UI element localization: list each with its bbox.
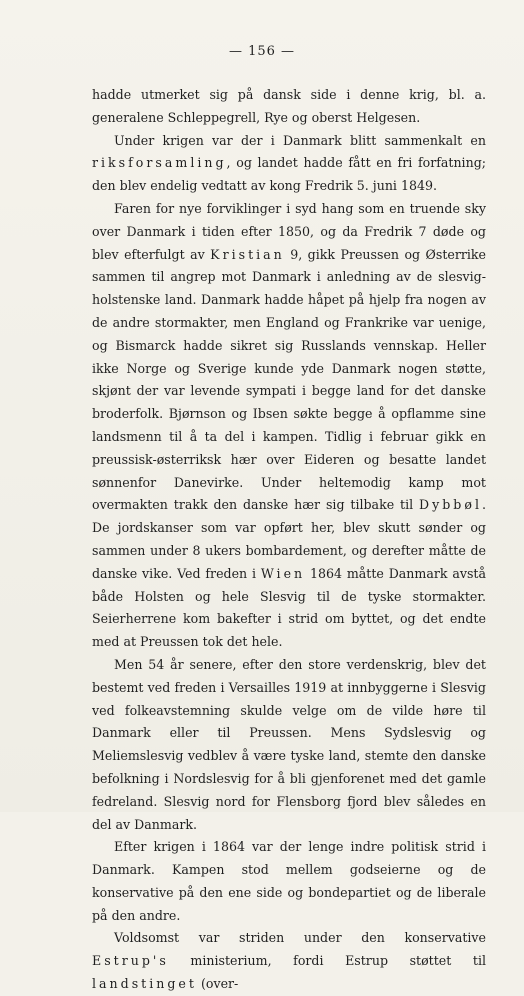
spaced-term-riksforsamling: riksforsamling	[92, 155, 227, 171]
paragraph-6-text-b: ministerium, fordi Estrup støttet til	[168, 953, 486, 969]
paragraph-4-text: Men 54 år senere, efter den store verdenskrig, blev det bestemt ved freden i Versailles 1919 at innbyggerne i Slesvig ved folkeavstemning skulde velge om de vilde høre til Danmark eller til Preussen. Mens Sydslesvig og Meliemslesvig vedblev å være tyske land, stemte den danske befolkning i Nordslesvig for å bli gjenforenet med det gamle fedreland. Slesvig nord for Flensborg fjord blev således en del av Danmark.	[92, 656, 486, 832]
spaced-term-wien: Wien	[260, 565, 306, 581]
paragraph-2-text-a: Under krigen var der i Danmark blitt sammenkalt en	[114, 132, 486, 148]
paragraph-3-text-b: 9, gikk Preussen og Østerrike sammen til angrep mot Danmark i anledning av de slesvig-holstenske land. Danmark hadde håpet på hjelp fra nogen av de andre stormakter, men England og Frankrike var uenige, og Bismarck hadde sikret sig Russlands vennskap. Heller ikke Norge og Sverige kunde yde Danmark nogen støtte, skjønt der var levende sympati i begge land for det danske broderfolk. Bjørnson og Ibsen søkte begge å opflamme sine landsmenn til å ta del i kampen. Tidlig i februar gikk en preussisk-østerriksk hær over Eideren og besatte landet sønnenfor Danevirke. Under heltemodig kamp mot overmakten trakk den danske hær sig tilbake til	[92, 246, 486, 513]
paragraph-6	[92, 927, 486, 995]
paragraph-3-text-a: Faren for nye forviklinger i syd hang som en truende sky over Danmark i tiden efter 1850, og da Fredrik 7 døde og blev efterfulgt av	[92, 200, 486, 262]
paragraph-3-text-c: . De jordskanser som var opført her, blev skutt sønder og sammen under 8 ukers bombardement, og derefter måtte de danske vike. Ved freden i	[92, 497, 486, 581]
paragraph-1-text: hadde utmerket sig på dansk side i denne krig, bl. a. generalene Schleppegrell, Rye og oberst Helgesen.	[92, 87, 486, 125]
spaced-term-kristian: Kristian	[210, 246, 285, 262]
body-text	[92, 84, 486, 996]
paragraph-4	[92, 654, 486, 836]
spaced-term-landstinget: landstinget	[92, 976, 197, 992]
paragraph-5-text: Efter krigen i 1864 var der lenge indre politisk strid i Danmark. Kampen stod mellem godseierne og de konservative på den ene side og bondepartiet og de liberale på den andre.	[92, 839, 486, 923]
spaced-term-dybbol: Dybbøl	[419, 497, 482, 513]
paragraph-3-text-d: 1864 måtte Danmark avstå både Holsten og hele Slesvig til de tyske stormakter. Seierherrene kom bakefter i strid om byttet, og det endte med at Preussen tok det hele.	[92, 565, 487, 650]
spaced-term-estrups: Estrup's	[92, 953, 169, 969]
paragraph-2-text-b: , og landet hadde fått en fri forfatning; den blev endelig vedtatt av kong Fredrik 5. juni 1849.	[92, 155, 486, 194]
paragraph-5	[92, 836, 486, 927]
paragraph-3	[92, 198, 486, 654]
paragraph-2	[92, 130, 486, 198]
paragraph-6-text-c: (over-	[196, 976, 239, 992]
paragraph-6-text-a: Voldsomst var striden under den konservative	[114, 930, 486, 946]
paragraph-1	[92, 84, 486, 130]
page-number: — 156 —	[228, 44, 296, 59]
